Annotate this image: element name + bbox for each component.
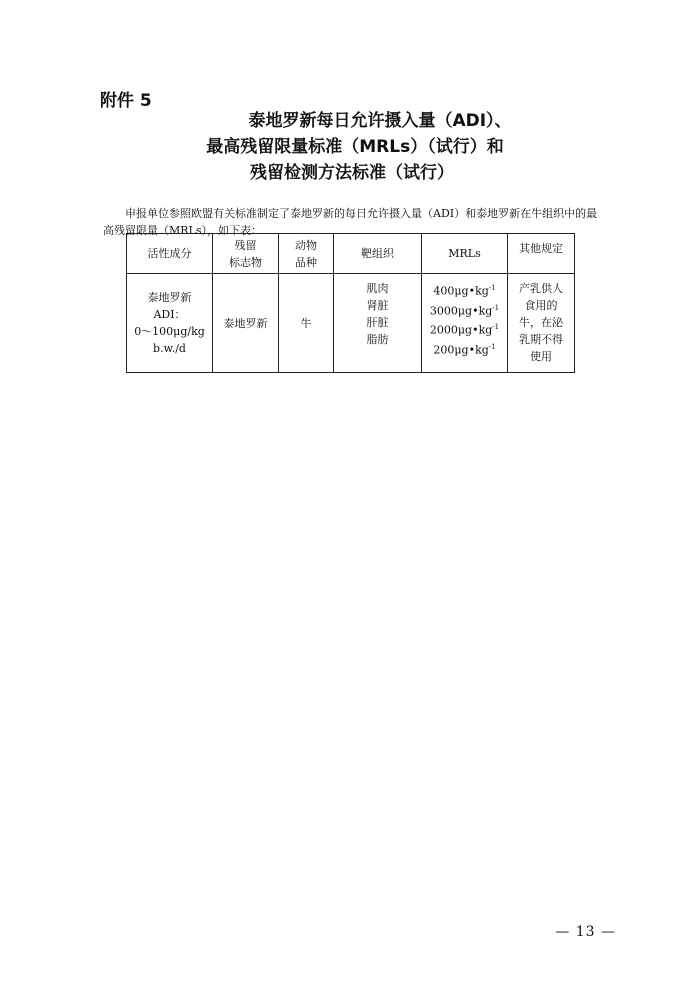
tissue-item: 脂肪 [366, 333, 389, 346]
title-line-2: 最高残留限量标准（MRLs）（试行）和 [206, 137, 504, 157]
header-target-tissue: 靶组织 [334, 234, 422, 274]
cell-active-ingredient: 泰地罗新 ADI： 0～100μg/kg b.w./d [127, 274, 213, 373]
annex-label: 附件 5 [100, 91, 152, 111]
tissue-item: 肌肉 [366, 282, 389, 295]
cell-mrl-values [422, 274, 508, 373]
header-active-ingredient: 活性成分 [127, 234, 213, 274]
header-marker-residue: 残留 标志物 [213, 234, 279, 274]
title-line-3: 残留检测方法标准（试行） [250, 163, 454, 183]
mrl-value: $400\mu g•kg^{-1}$ [433, 284, 496, 298]
header-mrls: MRLs [422, 234, 508, 274]
mrl-value: $3000\mu g•kg^{-1}$ [429, 303, 500, 318]
cell-other-provisions: 产乳供人 食用的 牛，在泌 乳期不得 使用 [508, 274, 575, 373]
table-header-row [127, 234, 575, 274]
title-line-1: 泰地罗新每日允许摄入量（ADI）、 [248, 111, 512, 131]
mrl-table [126, 233, 575, 373]
table-row [127, 274, 575, 373]
tissue-item: 肝脏 [366, 316, 389, 329]
mrl-value: $200\mu g•kg^{-1}$ [433, 342, 496, 357]
cell-animal-species: 牛 [279, 274, 334, 373]
page-number: — 13 — [555, 924, 616, 940]
cell-target-tissues [334, 274, 422, 373]
intro-paragraph: 申报单位参照欧盟有关标准制定了泰地罗新的每日允许摄入量（ADI）和泰地罗新在牛组织中的最高残留限量（MRLs），如下表： [103, 207, 598, 237]
document-title [0, 108, 700, 186]
header-other-provisions: 其他规定 [508, 234, 575, 274]
cell-marker-residue: 泰地罗新 [213, 274, 279, 373]
mrl-value: $2000\mu g•kg^{-1}$ [429, 323, 500, 337]
header-animal-species: 动物 品种 [279, 234, 334, 274]
tissue-item: 肾脏 [366, 299, 389, 312]
